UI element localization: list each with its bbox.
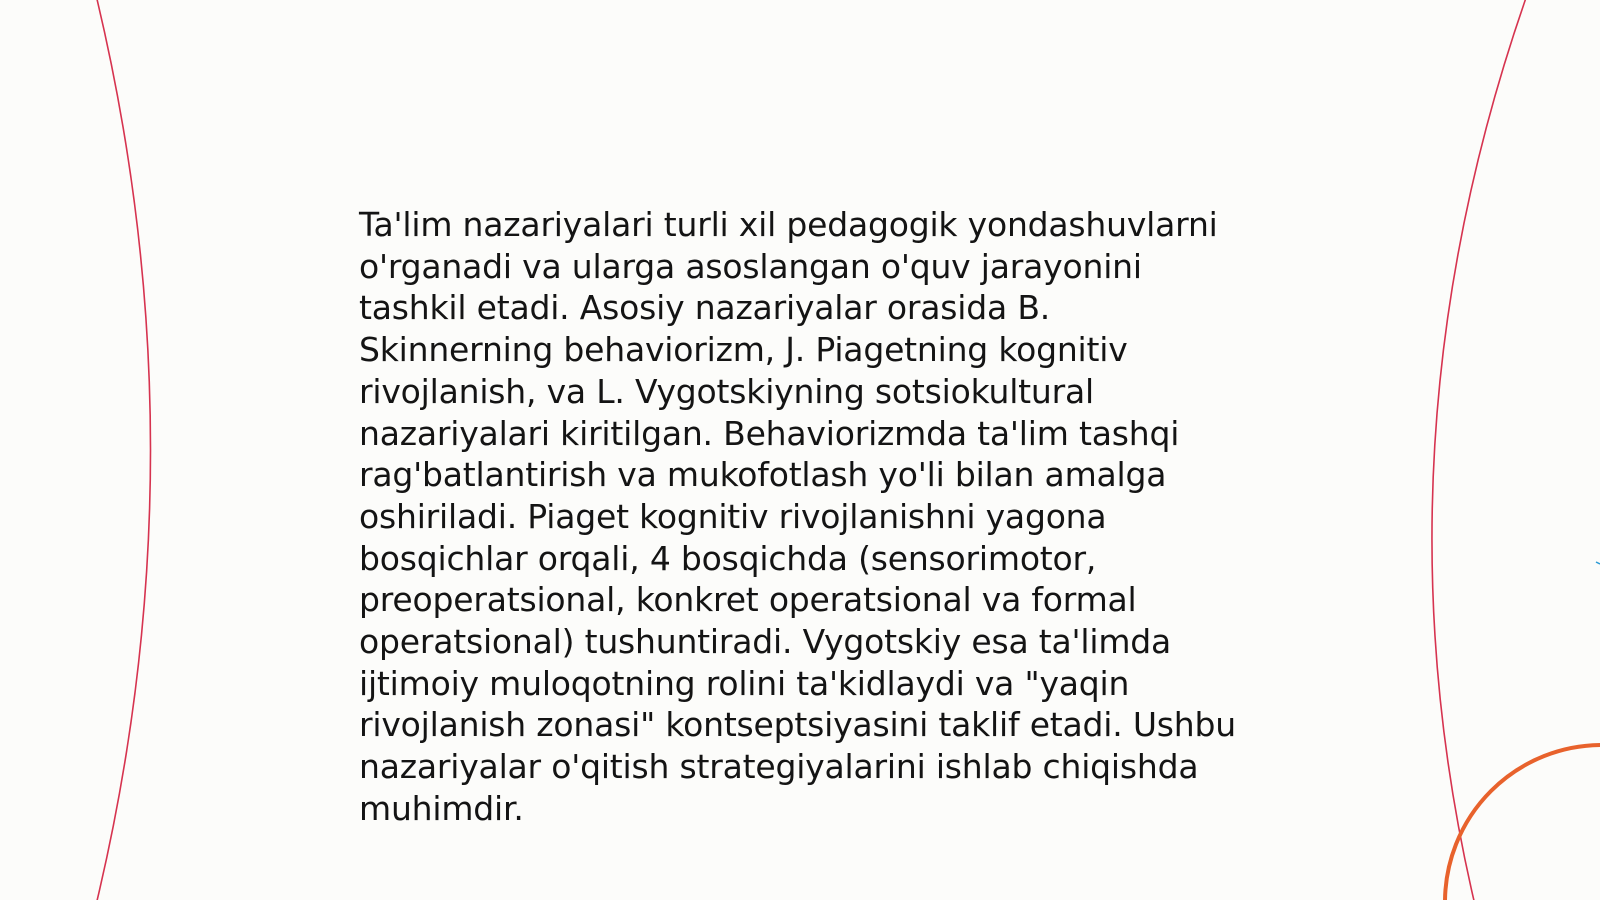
body-line: rag'batlantirish va mukofotlash yo'li bilan amalga bbox=[359, 455, 1167, 495]
body-line: ijtimoiy muloqotning rolini ta'kidlaydi va "yaqin bbox=[359, 663, 1130, 703]
body-text bbox=[359, 204, 1259, 830]
body-line: rivojlanish, va L. Vygotskiyning sotsiokultural bbox=[359, 371, 1094, 411]
body-line: o'rganadi va ularga asoslangan o'quv jarayonini bbox=[359, 246, 1142, 286]
left-curve-line bbox=[96, 0, 151, 900]
body-line: tashkil etadi. Asosiy nazariyalar orasida B. bbox=[359, 288, 1051, 328]
body-line: Ta'lim nazariyalari turli xil pedagogik yondashuvlarni bbox=[359, 205, 1218, 244]
body-line: rivojlanish zonasi" kontseptsiyasini taklif etadi. Ushbu bbox=[359, 705, 1236, 745]
body-line: nazariyalari kiritilgan. Behaviorizmda ta'lim tashqi bbox=[359, 413, 1180, 453]
body-line: muhimdir. bbox=[359, 788, 524, 828]
body-line: nazariyalar o'qitish strategiyalarini ishlab chiqishda bbox=[359, 747, 1199, 787]
body-line: bosqichlar orqali, 4 bosqichda (sensorimotor, bbox=[359, 538, 1097, 578]
accent-tick bbox=[1596, 562, 1600, 564]
body-line: operatsional) tushuntiradi. Vygotskiy esa ta'limda bbox=[359, 622, 1172, 662]
right-curve-line bbox=[1432, 0, 1527, 900]
body-line: oshiriladi. Piaget kognitiv rivojlanishni yagona bbox=[359, 496, 1107, 536]
body-line: preoperatsional, konkret operatsional va formal bbox=[359, 580, 1137, 620]
body-line: Skinnerning behaviorizm, J. Piagetning kognitiv bbox=[359, 330, 1128, 370]
